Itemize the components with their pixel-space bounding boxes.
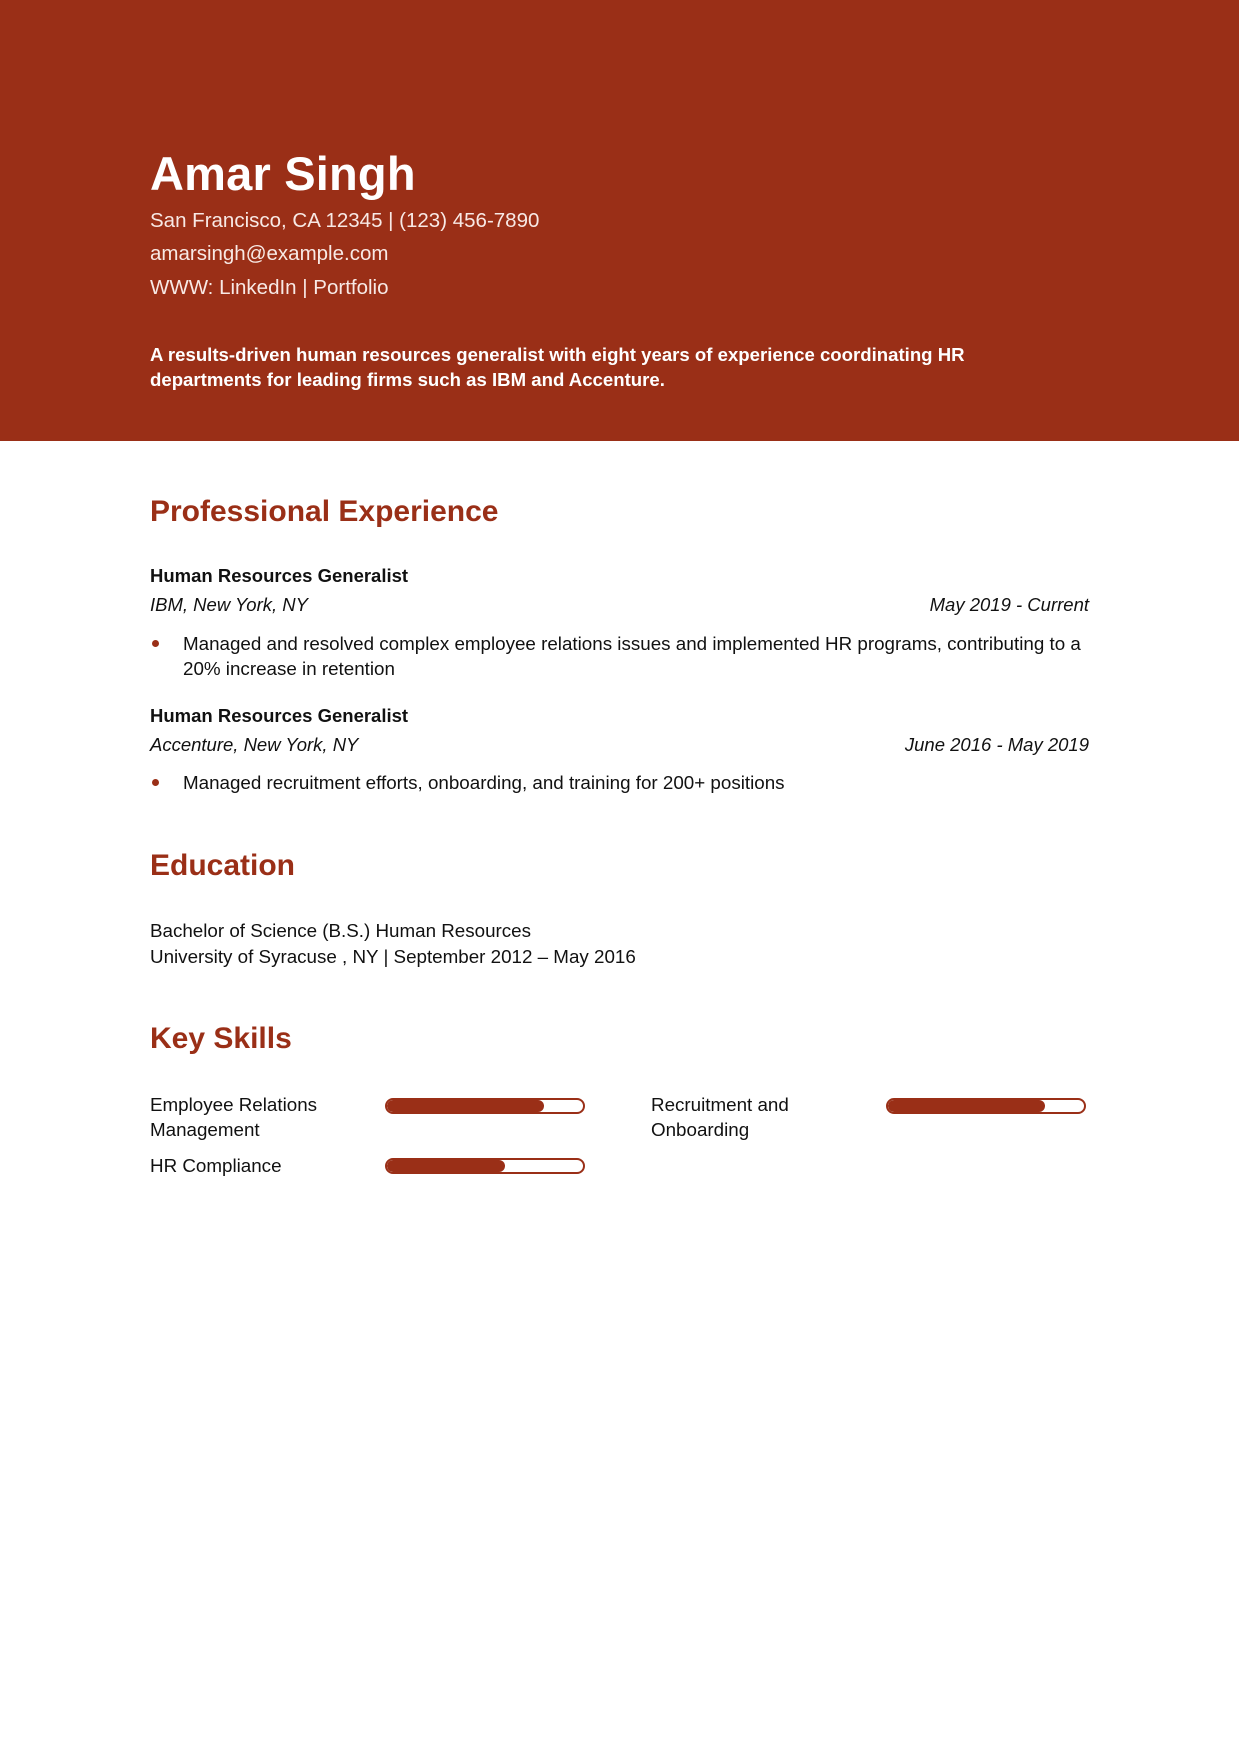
skill-level-bar [385, 1158, 585, 1174]
resume-header [0, 0, 1239, 441]
skill-level-bar [886, 1098, 1086, 1114]
job-dates: May 2019 - Current [929, 594, 1089, 615]
skill-level-fill [387, 1160, 505, 1172]
skill-level-fill [387, 1100, 544, 1112]
candidate-name: Amar Singh [150, 147, 416, 200]
job-company: Accenture, New York, NY [150, 734, 359, 755]
skill-label: Recruitment and Onboarding [651, 1094, 789, 1140]
bullet-icon [152, 779, 159, 786]
education-degree: Bachelor of Science (B.S.) Human Resources [150, 920, 532, 941]
section-title-skills: Key Skills [150, 1022, 292, 1055]
skill-level-bar [385, 1098, 585, 1114]
job-dates: June 2016 - May 2019 [904, 734, 1089, 755]
skill-level-fill [888, 1100, 1045, 1112]
job-title: Human Resources Generalist [150, 565, 409, 586]
job-bullet-text: Managed and resolved complex employee relations issues and implemented HR programs, contributing to a 20% increase in retention [183, 633, 1081, 679]
contact-email: amarsingh@example.com [150, 242, 389, 265]
job-title: Human Resources Generalist [150, 705, 409, 726]
job-bullet-text: Managed recruitment efforts, onboarding, and training for 200+ positions [183, 772, 785, 793]
skill-label: HR Compliance [150, 1155, 282, 1176]
bullet-icon [152, 640, 159, 647]
section-title-experience: Professional Experience [150, 495, 499, 528]
contact-address-phone: San Francisco, CA 12345 | (123) 456-7890 [150, 209, 540, 232]
section-title-education: Education [150, 849, 296, 882]
skill-label: Employee Relations Management [150, 1094, 318, 1140]
professional-summary: A results-driven human resources generalist with eight years of experience coordinating HR departments for leading firms such as IBM and Accenture. [150, 344, 965, 390]
job-company: IBM, New York, NY [150, 594, 308, 615]
contact-web-links: WWW: LinkedIn | Portfolio [150, 276, 389, 299]
education-school: University of Syracuse , NY | September 2012 – May 2016 [150, 946, 636, 967]
